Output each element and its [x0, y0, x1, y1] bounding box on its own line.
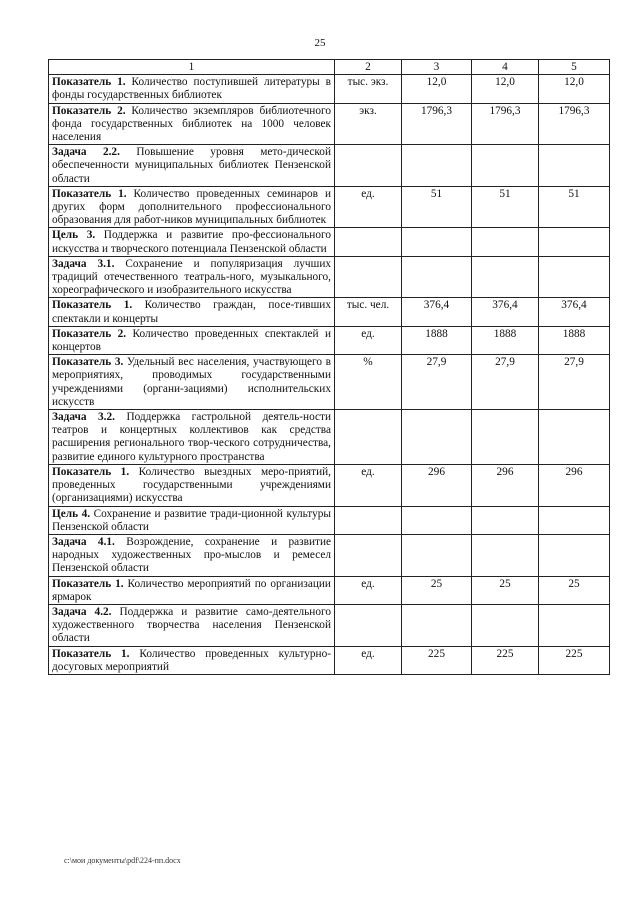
table-row: [49, 145, 610, 187]
value-cell-5: 225: [539, 646, 610, 674]
row-text: Удельный вес населения, участвующего в мероприятиях, проводимых государственными учреждениями (органи-зациями) исполнительских искусств: [52, 356, 331, 408]
table-row: [49, 75, 610, 103]
row-text: Количество граждан, посе-тивших спектакли и концерты: [52, 299, 331, 325]
value-cell-5: 12,0: [539, 75, 610, 103]
value-cell-4: 1796,3: [472, 103, 539, 145]
unit-cell: ед.: [335, 186, 402, 228]
value-cell-5: 376,4: [539, 298, 610, 326]
value-cell-4: [472, 145, 539, 187]
unit-cell: [335, 256, 402, 298]
row-description-cell: [49, 410, 335, 465]
unit-cell: [335, 410, 402, 465]
row-label: Показатель 1.: [52, 577, 124, 590]
row-text: Возрождение, сохранение и развитие народных художественных про-мыслов и ремесел Пензенской области: [52, 535, 332, 575]
value-cell-3: 1796,3: [402, 103, 472, 145]
table-row: [49, 604, 610, 646]
indicators-table: [48, 59, 610, 675]
table-row: [49, 186, 610, 228]
row-description-cell: [49, 604, 335, 646]
row-description-cell: [49, 145, 335, 187]
row-description-cell: [49, 228, 335, 256]
row-label: Показатель 1.: [52, 299, 133, 312]
unit-cell: ед.: [335, 646, 402, 674]
value-cell-5: [539, 506, 610, 534]
value-cell-4: [472, 256, 539, 298]
header-cell-3: 3: [402, 60, 472, 75]
row-description-cell: [49, 506, 335, 534]
value-cell-4: 1888: [472, 326, 539, 354]
value-cell-3: [402, 228, 472, 256]
row-label: Показатель 3.: [52, 356, 124, 369]
table-row: [49, 464, 610, 506]
unit-cell: [335, 604, 402, 646]
value-cell-4: [472, 534, 539, 576]
row-label: Показатель 2.: [52, 327, 127, 340]
value-cell-3: 12,0: [402, 75, 472, 103]
header-cell-5: 5: [539, 60, 610, 75]
row-text: Количество выездных меро-приятий, проведенных государственными учреждениями (организациями) искусства: [52, 465, 331, 505]
value-cell-4: 12,0: [472, 75, 539, 103]
unit-cell: тыс. экз.: [335, 75, 402, 103]
value-cell-4: [472, 228, 539, 256]
unit-cell: [335, 145, 402, 187]
row-description-cell: [49, 326, 335, 354]
value-cell-4: [472, 604, 539, 646]
value-cell-5: [539, 228, 610, 256]
page-number: 25: [314, 37, 326, 49]
value-cell-4: 296: [472, 464, 539, 506]
row-description-cell: [49, 256, 335, 298]
table-row: [49, 298, 610, 326]
table-row: [49, 326, 610, 354]
table-row: [49, 534, 610, 576]
row-description-cell: [49, 298, 335, 326]
value-cell-5: 25: [539, 576, 610, 604]
row-description-cell: [49, 355, 335, 410]
value-cell-3: 51: [402, 186, 472, 228]
row-text: Поддержка гастрольной деятель-ности театров и концертных коллективов как средства расширения регионального твор-ческого сотрудничества, развитие единого культурного пространства: [52, 411, 331, 463]
value-cell-3: 27,9: [402, 355, 472, 410]
unit-cell: экз.: [335, 103, 402, 145]
row-label: Показатель 1.: [52, 465, 130, 478]
row-label: Показатель 1.: [52, 76, 126, 89]
value-cell-5: 27,9: [539, 355, 610, 410]
table-row: [49, 506, 610, 534]
row-label: Задача 4.2.: [52, 605, 112, 618]
value-cell-4: 27,9: [472, 355, 539, 410]
header-cell-4: 4: [472, 60, 539, 75]
table-row: [49, 646, 610, 674]
value-cell-5: 51: [539, 186, 610, 228]
table-row: [49, 256, 610, 298]
row-description-cell: [49, 534, 335, 576]
row-text: Сохранение и популяризация лучших традиций отечественного театраль-ного, музыкального, хореографического и изобразительного искусства: [52, 257, 332, 297]
row-label: Задача 2.2.: [52, 146, 120, 159]
table-row: [49, 355, 610, 410]
value-cell-4: 25: [472, 576, 539, 604]
table-header-row: [49, 60, 610, 75]
unit-cell: [335, 506, 402, 534]
row-label: Задача 3.1.: [52, 257, 115, 270]
table-row: [49, 576, 610, 604]
value-cell-5: 1888: [539, 326, 610, 354]
unit-cell: ед.: [335, 326, 402, 354]
row-text: Поддержка и развитие про-фессионального искусства и творческого потенциала Пензенской области: [52, 229, 331, 255]
row-label: Задача 4.1.: [52, 535, 115, 548]
row-text: Количество проведенных культурно-досуговых мероприятий: [52, 647, 331, 673]
row-description-cell: [49, 75, 335, 103]
unit-cell: [335, 534, 402, 576]
value-cell-5: [539, 410, 610, 465]
row-text: Количество мероприятий по организации ярмарок: [52, 577, 331, 603]
value-cell-5: 296: [539, 464, 610, 506]
table-row: [49, 228, 610, 256]
row-description-cell: [49, 464, 335, 506]
row-text: Количество проведенных семинаров и других форм дополнительного профессионального образования для работ-ников муниципальных библиотек: [52, 187, 331, 227]
value-cell-3: [402, 534, 472, 576]
value-cell-3: [402, 506, 472, 534]
value-cell-4: 225: [472, 646, 539, 674]
row-description-cell: [49, 103, 335, 145]
unit-cell: %: [335, 355, 402, 410]
footer-file-path: c:\мои документы\pdf\224-пп.docx: [64, 856, 181, 865]
row-description-cell: [49, 186, 335, 228]
unit-cell: тыс. чел.: [335, 298, 402, 326]
row-text: Повышение уровня мето-дической обеспеченности муниципальных библиотек Пензенской области: [52, 146, 331, 185]
value-cell-5: 1796,3: [539, 103, 610, 145]
row-text: Количество проведенных спектаклей и концертов: [52, 327, 331, 354]
value-cell-3: [402, 410, 472, 465]
row-text: Сохранение и развитие тради-ционной культуры Пензенской области: [52, 507, 331, 533]
unit-cell: [335, 228, 402, 256]
value-cell-3: 1888: [402, 326, 472, 354]
value-cell-3: [402, 145, 472, 187]
header-cell-2: 2: [335, 60, 402, 75]
value-cell-4: [472, 410, 539, 465]
row-description-cell: [49, 576, 335, 604]
value-cell-3: 225: [402, 646, 472, 674]
value-cell-3: 376,4: [402, 298, 472, 326]
row-label: Показатель 1.: [52, 647, 130, 660]
value-cell-3: [402, 604, 472, 646]
value-cell-4: 51: [472, 186, 539, 228]
table-row: [49, 103, 610, 145]
unit-cell: ед.: [335, 464, 402, 506]
value-cell-5: [539, 256, 610, 298]
row-description-cell: [49, 646, 335, 674]
row-text: Количество поступившей литературы в фонды государственных библиотек: [52, 76, 331, 102]
header-cell-1: 1: [49, 60, 335, 75]
value-cell-4: [472, 506, 539, 534]
row-label: Задача 3.2.: [52, 411, 115, 424]
row-text: Количество экземпляров библиотечного фонда государственных библиотек на 1000 человек населения: [52, 104, 331, 144]
value-cell-5: [539, 604, 610, 646]
row-label: Показатель 2.: [52, 104, 126, 117]
value-cell-3: [402, 256, 472, 298]
value-cell-3: 25: [402, 576, 472, 604]
row-text: Поддержка и развитие само-деятельного художественного творчества населения Пензенской области: [52, 605, 331, 645]
unit-cell: ед.: [335, 576, 402, 604]
row-label: Цель 4.: [52, 507, 91, 520]
row-label: Показатель 1.: [52, 187, 127, 200]
value-cell-5: [539, 145, 610, 187]
value-cell-3: 296: [402, 464, 472, 506]
value-cell-5: [539, 534, 610, 576]
table-row: [49, 410, 610, 465]
value-cell-4: 376,4: [472, 298, 539, 326]
row-label: Цель 3.: [52, 229, 96, 242]
